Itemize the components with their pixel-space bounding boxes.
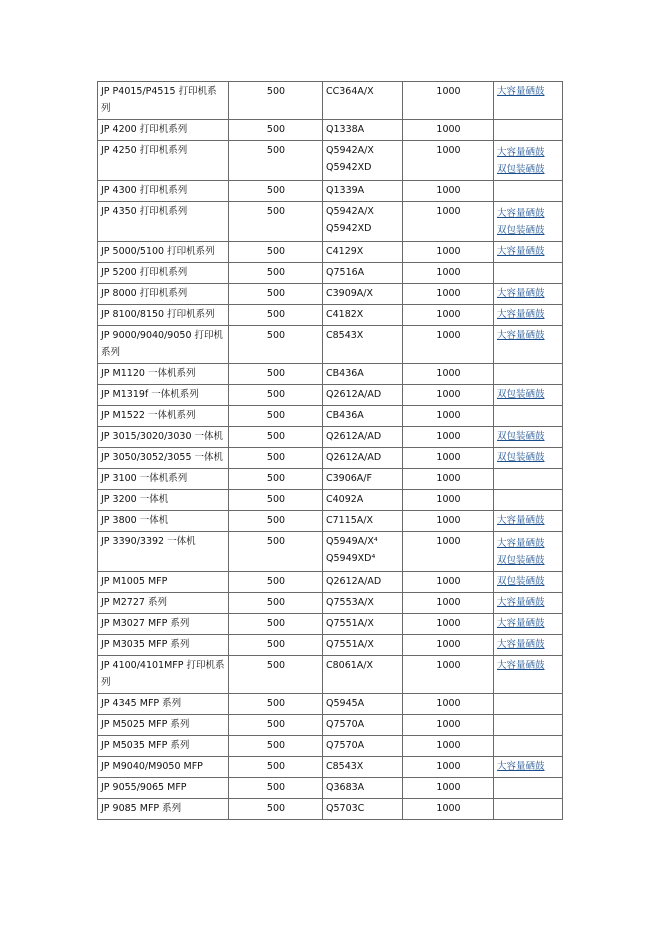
yield-cell: 1000 (403, 141, 494, 181)
related-links-cell (494, 490, 563, 511)
related-links-cell (494, 532, 563, 572)
yield-cell: 1000 (403, 656, 494, 694)
quantity-cell: 500 (229, 532, 323, 572)
yield-cell: 1000 (403, 511, 494, 532)
related-links-cell (494, 694, 563, 715)
quantity-cell: 500 (229, 656, 323, 694)
cartridge-link[interactable]: 双包装硒鼓 (497, 164, 545, 175)
cartridge-code: Q3683A (326, 782, 365, 793)
cartridge-link[interactable]: 大容量硒鼓 (497, 330, 545, 341)
table-row (98, 532, 563, 572)
cartridge-code-cell (323, 141, 403, 181)
yield-cell: 1000 (403, 572, 494, 593)
cartridge-code: Q2612A/AD (326, 431, 382, 442)
related-links-cell (494, 120, 563, 141)
cartridge-code: Q1339A (326, 185, 365, 196)
related-links-cell (494, 614, 563, 635)
cartridge-link[interactable]: 大容量硒鼓 (497, 538, 545, 549)
printer-model-cell: JP M9040/M9050 MFP (98, 757, 229, 778)
cartridge-link[interactable]: 大容量硒鼓 (497, 288, 545, 299)
table-row (98, 364, 563, 385)
yield-cell: 1000 (403, 263, 494, 284)
cartridge-code: C8061A/X (326, 660, 374, 671)
cartridge-code-cell (323, 305, 403, 326)
related-links-cell (494, 326, 563, 364)
quantity-cell: 500 (229, 511, 323, 532)
cartridge-code-cell (323, 120, 403, 141)
table-row (98, 490, 563, 511)
quantity-cell: 500 (229, 82, 323, 120)
quantity-cell: 500 (229, 715, 323, 736)
cartridge-code-cell (323, 284, 403, 305)
table-row (98, 736, 563, 757)
quantity-cell: 500 (229, 263, 323, 284)
related-links-cell (494, 364, 563, 385)
table-row (98, 181, 563, 202)
table-body (98, 82, 563, 820)
quantity-cell: 500 (229, 778, 323, 799)
cartridge-code: Q2612A/AD (326, 389, 382, 400)
quantity-cell: 500 (229, 181, 323, 202)
table-row (98, 448, 563, 469)
table-row (98, 656, 563, 694)
printer-model-cell: JP 3390/3392 一体机 (98, 532, 229, 572)
related-links-cell (494, 385, 563, 406)
yield-cell: 1000 (403, 736, 494, 757)
printer-model-cell: JP 4100/4101MFP 打印机系列 (98, 656, 229, 694)
cartridge-link[interactable]: 大容量硒鼓 (497, 639, 545, 650)
cartridge-code: C3906A/F (326, 473, 372, 484)
printer-model-cell: JP 4200 打印机系列 (98, 120, 229, 141)
table-row (98, 305, 563, 326)
cartridge-link[interactable]: 大容量硒鼓 (497, 309, 545, 320)
related-links-cell (494, 593, 563, 614)
printer-model-cell: JP M1522 一体机系列 (98, 406, 229, 427)
cartridge-code-cell (323, 715, 403, 736)
related-links-cell (494, 305, 563, 326)
cartridge-code: Q5949A/X⁴ (326, 536, 378, 547)
quantity-cell: 500 (229, 694, 323, 715)
cartridge-code-cell (323, 406, 403, 427)
cartridge-code: C4129X (326, 246, 364, 257)
cartridge-code: C7115A/X (326, 515, 374, 526)
cartridge-code: CB436A (326, 368, 364, 379)
quantity-cell: 500 (229, 202, 323, 242)
related-links-cell (494, 511, 563, 532)
related-links-cell (494, 635, 563, 656)
cartridge-code: Q7551A/X (326, 639, 374, 650)
related-links-cell (494, 284, 563, 305)
printer-model-cell: JP M5035 MFP 系列 (98, 736, 229, 757)
printer-model-cell: JP M1120 一体机系列 (98, 364, 229, 385)
quantity-cell: 500 (229, 614, 323, 635)
yield-cell: 1000 (403, 242, 494, 263)
quantity-cell: 500 (229, 427, 323, 448)
quantity-cell: 500 (229, 406, 323, 427)
table-row (98, 120, 563, 141)
cartridge-link[interactable]: 大容量硒鼓 (497, 86, 545, 97)
cartridge-link[interactable]: 大容量硒鼓 (497, 147, 545, 158)
yield-cell: 1000 (403, 427, 494, 448)
yield-cell: 1000 (403, 757, 494, 778)
table-row (98, 635, 563, 656)
yield-cell: 1000 (403, 635, 494, 656)
printer-model-cell: JP 8100/8150 打印机系列 (98, 305, 229, 326)
printer-model-cell: JP 3800 一体机 (98, 511, 229, 532)
printer-model-cell: JP 8000 打印机系列 (98, 284, 229, 305)
quantity-cell: 500 (229, 490, 323, 511)
cartridge-code-cell (323, 694, 403, 715)
table-row (98, 385, 563, 406)
printer-model-cell: JP M1319f 一体机系列 (98, 385, 229, 406)
cartridge-code: C8543X (326, 761, 364, 772)
yield-cell: 1000 (403, 448, 494, 469)
table-row (98, 427, 563, 448)
yield-cell: 1000 (403, 490, 494, 511)
cartridge-code-cell (323, 448, 403, 469)
cartridge-code-cell (323, 263, 403, 284)
printer-model-cell: JP 3015/3020/3030 一体机 (98, 427, 229, 448)
cartridge-link[interactable]: 大容量硒鼓 (497, 660, 545, 671)
cartridge-code: Q7551A/X (326, 618, 374, 629)
table-row (98, 511, 563, 532)
cartridge-code: Q5703C (326, 803, 365, 814)
printer-supplies-table (97, 81, 563, 820)
related-links-cell (494, 448, 563, 469)
cartridge-code: Q5949XD⁴ (326, 553, 376, 564)
cartridge-code-cell (323, 385, 403, 406)
related-links-cell (494, 715, 563, 736)
cartridge-code-cell (323, 202, 403, 242)
printer-model-cell: JP M3035 MFP 系列 (98, 635, 229, 656)
printer-model-cell: JP M1005 MFP (98, 572, 229, 593)
table-row (98, 469, 563, 490)
yield-cell: 1000 (403, 181, 494, 202)
cartridge-code-cell (323, 635, 403, 656)
yield-cell: 1000 (403, 385, 494, 406)
quantity-cell: 500 (229, 326, 323, 364)
yield-cell: 1000 (403, 715, 494, 736)
quantity-cell: 500 (229, 757, 323, 778)
printer-model-cell: JP M3027 MFP 系列 (98, 614, 229, 635)
printer-model-cell: JP 5000/5100 打印机系列 (98, 242, 229, 263)
printer-model-cell: JP 3200 一体机 (98, 490, 229, 511)
cartridge-code: Q5942A/X (326, 206, 374, 217)
quantity-cell: 500 (229, 385, 323, 406)
cartridge-link[interactable]: 双包装硒鼓 (497, 389, 545, 400)
cartridge-code: C8543X (326, 330, 364, 341)
cartridge-code-cell (323, 427, 403, 448)
cartridge-code: Q7516A (326, 267, 365, 278)
cartridge-code-cell (323, 778, 403, 799)
yield-cell: 1000 (403, 284, 494, 305)
cartridge-code-cell (323, 614, 403, 635)
cartridge-code-cell (323, 469, 403, 490)
cartridge-code: Q5942XD (326, 162, 372, 173)
printer-model-cell: JP 4345 MFP 系列 (98, 694, 229, 715)
cartridge-link[interactable]: 大容量硒鼓 (497, 597, 545, 608)
quantity-cell: 500 (229, 736, 323, 757)
printer-model-cell: JP 3100 一体机系列 (98, 469, 229, 490)
printer-model-cell: JP M5025 MFP 系列 (98, 715, 229, 736)
table-row (98, 757, 563, 778)
yield-cell: 1000 (403, 532, 494, 572)
table-row (98, 614, 563, 635)
yield-cell: 1000 (403, 614, 494, 635)
printer-model-cell: JP 9085 MFP 系列 (98, 799, 229, 820)
related-links-cell (494, 427, 563, 448)
cartridge-code: Q5942A/X (326, 145, 374, 156)
cartridge-link[interactable]: 大容量硒鼓 (497, 761, 545, 772)
quantity-cell: 500 (229, 141, 323, 181)
table-row (98, 284, 563, 305)
cartridge-code-cell (323, 532, 403, 572)
related-links-cell (494, 469, 563, 490)
cartridge-link[interactable]: 双包装硒鼓 (497, 452, 545, 463)
cartridge-code-cell (323, 490, 403, 511)
related-links-cell (494, 181, 563, 202)
cartridge-code-cell (323, 326, 403, 364)
table-row (98, 141, 563, 181)
table-row (98, 715, 563, 736)
cartridge-code: Q2612A/AD (326, 452, 382, 463)
cartridge-code: Q5942XD (326, 223, 372, 234)
cartridge-link[interactable]: 大容量硒鼓 (497, 208, 545, 219)
yield-cell: 1000 (403, 326, 494, 364)
related-links-cell (494, 799, 563, 820)
yield-cell: 1000 (403, 694, 494, 715)
cartridge-code-cell (323, 242, 403, 263)
yield-cell: 1000 (403, 82, 494, 120)
cartridge-code-cell (323, 82, 403, 120)
yield-cell: 1000 (403, 469, 494, 490)
cartridge-code-cell (323, 181, 403, 202)
printer-model-cell: JP 4300 打印机系列 (98, 181, 229, 202)
cartridge-code-cell (323, 511, 403, 532)
cartridge-code: Q2612A/AD (326, 576, 382, 587)
cartridge-link[interactable]: 大容量硒鼓 (497, 618, 545, 629)
printer-model-cell: JP 4350 打印机系列 (98, 202, 229, 242)
cartridge-code-cell (323, 799, 403, 820)
printer-model-cell: JP 5200 打印机系列 (98, 263, 229, 284)
cartridge-link[interactable]: 双包装硒鼓 (497, 225, 545, 236)
table-row (98, 593, 563, 614)
related-links-cell (494, 242, 563, 263)
yield-cell: 1000 (403, 799, 494, 820)
table-row (98, 242, 563, 263)
yield-cell: 1000 (403, 120, 494, 141)
cartridge-code: CB436A (326, 410, 364, 421)
related-links-cell (494, 757, 563, 778)
cartridge-code: Q7570A (326, 719, 365, 730)
printer-model-cell: JP 4250 打印机系列 (98, 141, 229, 181)
printer-model-cell: JP M2727 系列 (98, 593, 229, 614)
yield-cell: 1000 (403, 305, 494, 326)
related-links-cell (494, 736, 563, 757)
cartridge-code-cell (323, 593, 403, 614)
cartridge-link[interactable]: 大容量硒鼓 (497, 246, 545, 257)
quantity-cell: 500 (229, 572, 323, 593)
quantity-cell: 500 (229, 593, 323, 614)
table-row (98, 202, 563, 242)
related-links-cell (494, 778, 563, 799)
yield-cell: 1000 (403, 593, 494, 614)
table-row (98, 406, 563, 427)
quantity-cell: 500 (229, 305, 323, 326)
cartridge-code: Q7553A/X (326, 597, 374, 608)
cartridge-code-cell (323, 572, 403, 593)
table-row (98, 799, 563, 820)
cartridge-link[interactable]: 双包装硒鼓 (497, 576, 545, 587)
related-links-cell (494, 82, 563, 120)
related-links-cell (494, 202, 563, 242)
cartridge-code-cell (323, 656, 403, 694)
table-row (98, 82, 563, 120)
cartridge-code: C3909A/X (326, 288, 374, 299)
quantity-cell: 500 (229, 448, 323, 469)
table-row (98, 572, 563, 593)
table-row (98, 694, 563, 715)
cartridge-code: CC364A/X (326, 86, 374, 97)
related-links-cell (494, 141, 563, 181)
yield-cell: 1000 (403, 364, 494, 385)
quantity-cell: 500 (229, 120, 323, 141)
cartridge-code-cell (323, 364, 403, 385)
table-row (98, 326, 563, 364)
cartridge-code-cell (323, 736, 403, 757)
quantity-cell: 500 (229, 284, 323, 305)
related-links-cell (494, 572, 563, 593)
quantity-cell: 500 (229, 635, 323, 656)
quantity-cell: 500 (229, 799, 323, 820)
cartridge-link[interactable]: 大容量硒鼓 (497, 515, 545, 526)
cartridge-link[interactable]: 双包装硒鼓 (497, 555, 545, 566)
related-links-cell (494, 406, 563, 427)
cartridge-link[interactable]: 双包装硒鼓 (497, 431, 545, 442)
printer-model-cell: JP 9000/9040/9050 打印机系列 (98, 326, 229, 364)
cartridge-code: Q1338A (326, 124, 365, 135)
quantity-cell: 500 (229, 242, 323, 263)
yield-cell: 1000 (403, 202, 494, 242)
printer-model-cell: JP P4015/P4515 打印机系列 (98, 82, 229, 120)
cartridge-code: C4092A (326, 494, 364, 505)
cartridge-code: Q5945A (326, 698, 365, 709)
cartridge-code-cell (323, 757, 403, 778)
related-links-cell (494, 263, 563, 284)
printer-model-cell: JP 3050/3052/3055 一体机 (98, 448, 229, 469)
cartridge-code: Q7570A (326, 740, 365, 751)
quantity-cell: 500 (229, 364, 323, 385)
yield-cell: 1000 (403, 778, 494, 799)
printer-model-cell: JP 9055/9065 MFP (98, 778, 229, 799)
table-row (98, 263, 563, 284)
quantity-cell: 500 (229, 469, 323, 490)
yield-cell: 1000 (403, 406, 494, 427)
cartridge-code: C4182X (326, 309, 364, 320)
related-links-cell (494, 656, 563, 694)
table-row (98, 778, 563, 799)
